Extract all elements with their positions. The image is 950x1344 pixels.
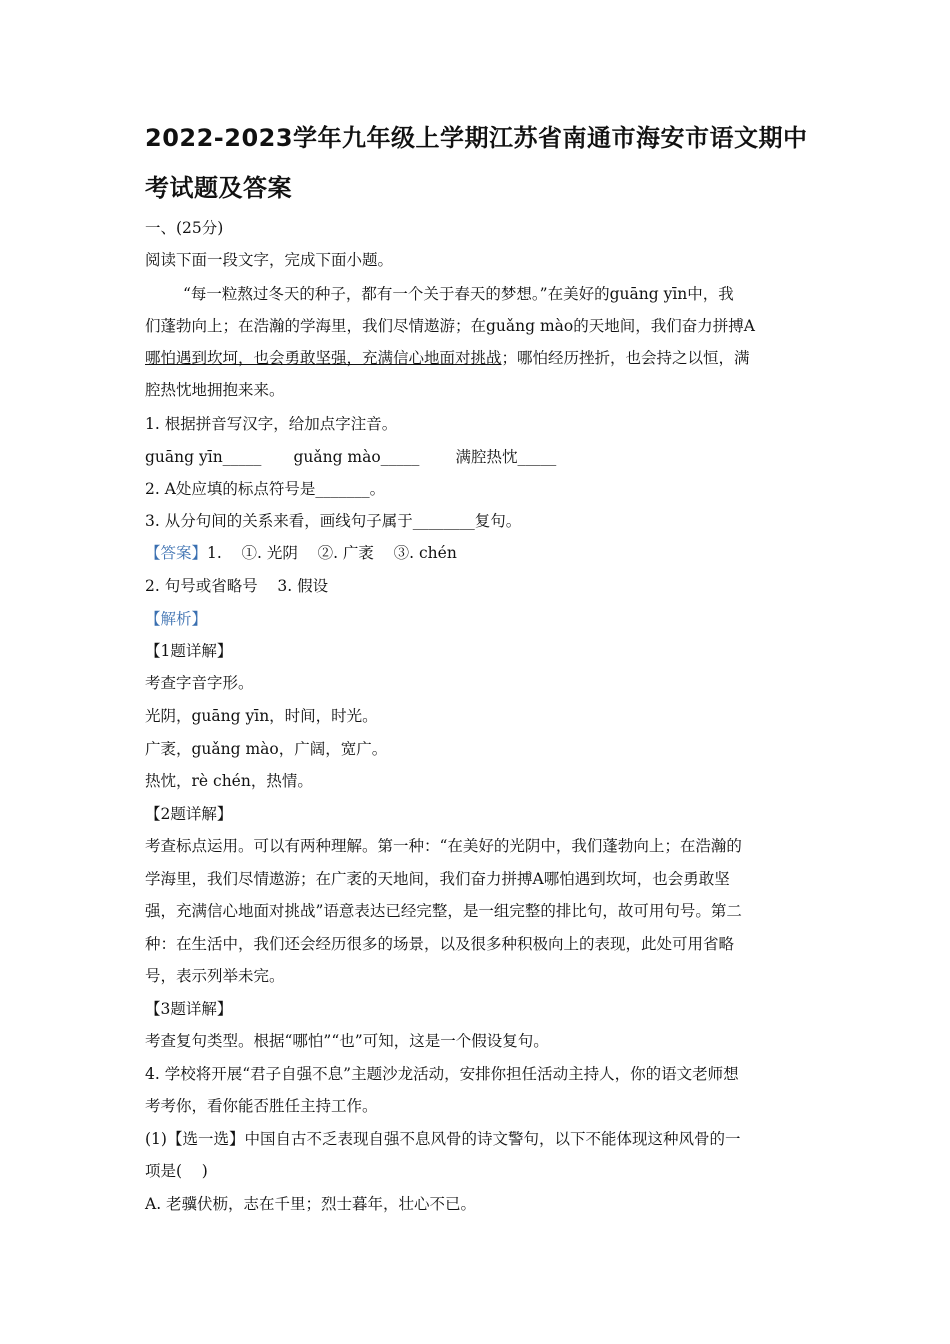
detail-1-line-3: 广袤，guǎng mào，广阔，宽广。 bbox=[145, 740, 388, 758]
question-4-sub1-line-1: (1)【选一选】中国自古不乏表现自强不息风骨的诗文警句，以下不能体现这种风骨的一 bbox=[145, 1130, 741, 1148]
answer-line-1 bbox=[145, 541, 457, 563]
passage-line-3 bbox=[145, 346, 750, 368]
question-2: 2. A处应填的标点符号是_______。 bbox=[145, 480, 386, 498]
blank-guangmao: guǎng mào_____ bbox=[293, 448, 420, 466]
answer-line-1-text: 1. ①. 光阴 ②. 广袤 ③. chén bbox=[207, 544, 457, 562]
detail-2-line-3: 强，充满信心地面对挑战”语意表达已经完整，是一组完整的排比句，故可用句号。第二 bbox=[145, 902, 742, 920]
question-4-sub1-line-2: 项是( ) bbox=[145, 1162, 208, 1180]
underlined-sentence: 哪怕遇到坎坷，也会勇敢坚强，充满信心地面对挑战 bbox=[145, 349, 502, 367]
section-heading: 一、(25分) bbox=[145, 219, 224, 237]
question-1: 1. 根据拼音写汉字，给加点字注音。 bbox=[145, 415, 398, 433]
detail-3-heading: 【3题详解】 bbox=[145, 1000, 233, 1018]
answer-label: 【答案】 bbox=[145, 544, 208, 562]
blank-reshen: 满腔热忱_____ bbox=[455, 448, 557, 466]
option-a: A. 老骥伏枥，志在千里；烈士暮年，壮心不已。 bbox=[145, 1195, 477, 1213]
passage-line-1: “每一粒熬过冬天的种子，都有一个关于春天的梦想。”在美好的guāng yīn中，我 bbox=[183, 285, 734, 303]
detail-2-heading: 【2题详解】 bbox=[145, 805, 233, 823]
analysis-label: 【解析】 bbox=[145, 610, 208, 628]
detail-1-heading: 【1题详解】 bbox=[145, 642, 233, 660]
detail-2-line-1: 考查标点运用。可以有两种理解。第一种：“在美好的光阴中，我们蓬勃向上；在浩瀚的 bbox=[145, 837, 742, 855]
question-3: 3. 从分句间的关系来看，画线句子属于________复句。 bbox=[145, 512, 522, 530]
passage-line-2: 们蓬勃向上；在浩瀚的学海里，我们尽情遨游；在guǎng mào的天地间，我们奋力拼搏A bbox=[145, 317, 755, 335]
detail-1-line-2: 光阴，guāng yīn，时间，时光。 bbox=[145, 707, 378, 725]
document-title-line2: 考试题及答案 bbox=[145, 174, 292, 202]
question-4-line-2: 考考你，看你能否胜任主持工作。 bbox=[145, 1097, 378, 1115]
detail-3-line-1: 考查复句类型。根据“哪怕”“也”可知，这是一个假设复句。 bbox=[145, 1032, 549, 1050]
passage-line-3-rest: ；哪怕经历挫折，也会持之以恒，满 bbox=[501, 349, 750, 367]
detail-2-line-5: 号，表示列举未完。 bbox=[145, 967, 285, 985]
section-instruction: 阅读下面一段文字，完成下面小题。 bbox=[145, 251, 394, 269]
detail-1-line-1: 考查字音字形。 bbox=[145, 674, 254, 692]
question-1-blanks bbox=[145, 445, 556, 467]
detail-2-line-4: 种：在生活中，我们还会经历很多的场景，以及很多种积极向上的表现，此处可用省略 bbox=[145, 935, 735, 953]
blank-guangyin: guāng yīn_____ bbox=[145, 448, 262, 466]
passage-line-4: 腔热忱地拥抱来来。 bbox=[145, 381, 285, 399]
document-title-line1: 2022-2023学年九年级上学期江苏省南通市海安市语文期中 bbox=[145, 124, 808, 152]
detail-1-line-4: 热忱，rè chén，热情。 bbox=[145, 772, 313, 790]
detail-2-line-2: 学海里，我们尽情遨游；在广袤的天地间，我们奋力拼搏A哪怕遇到坎坷，也会勇敢坚 bbox=[145, 870, 730, 888]
question-4-line-1: 4. 学校将开展“君子自强不息”主题沙龙活动，安排你担任活动主持人，你的语文老师想 bbox=[145, 1065, 739, 1083]
answer-line-2: 2. 句号或省略号 3. 假设 bbox=[145, 577, 329, 595]
